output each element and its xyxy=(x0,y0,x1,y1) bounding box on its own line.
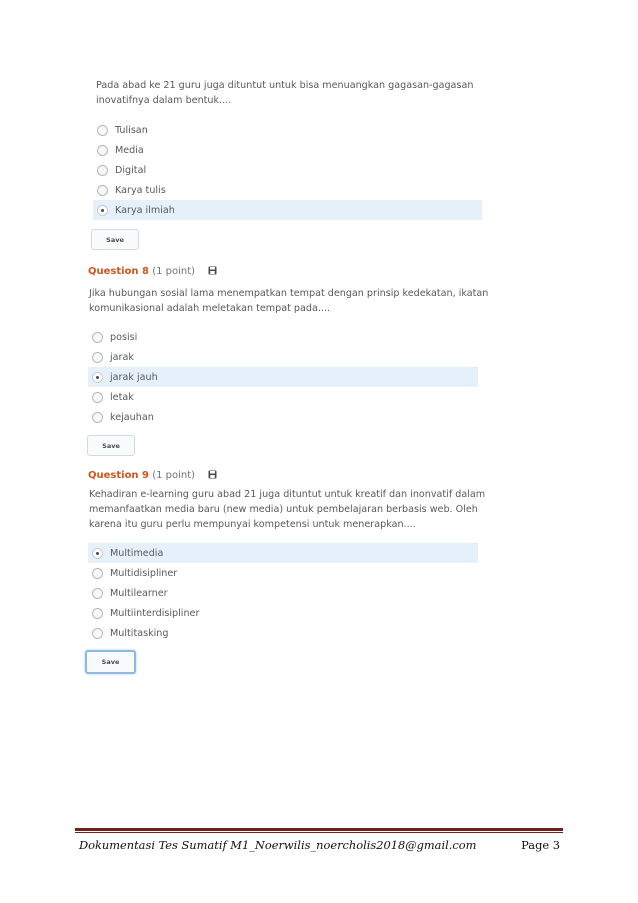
option-multimedia[interactable] xyxy=(88,543,478,563)
radio-button-icon[interactable] xyxy=(97,165,108,176)
option-multilearner[interactable] xyxy=(88,583,478,603)
radio-button-icon[interactable] xyxy=(97,125,108,136)
radio-button-icon[interactable] xyxy=(97,205,108,216)
radio-button-icon[interactable] xyxy=(97,145,108,156)
option-posisi[interactable] xyxy=(88,327,478,347)
option-jarak-jauh[interactable] xyxy=(88,367,478,387)
option-label: jarak jauh xyxy=(110,371,158,383)
question-text-line: karena itu guru perlu mempunyai kompetensi untuk menerapkan.... xyxy=(89,518,416,530)
question-text-line: memanfaatkan media baru (new media) untuk pembelajaran berbasis web. Oleh xyxy=(89,503,478,515)
option-label: Media xyxy=(115,144,144,156)
option-label: Karya tulis xyxy=(115,184,166,196)
question-number: Question 8 xyxy=(88,266,149,277)
footer-rule-thin xyxy=(75,832,563,833)
radio-button-icon[interactable] xyxy=(92,352,103,363)
radio-button-icon[interactable] xyxy=(92,608,103,619)
question-points: (1 point) xyxy=(152,266,196,277)
option-label: Digital xyxy=(115,164,147,176)
option-label: letak xyxy=(110,391,134,403)
question-text-line: Jika hubungan sosial lama menempatkan tempat dengan prinsip kedekatan, ikatan xyxy=(89,288,489,299)
option-karya-ilmiah[interactable] xyxy=(93,200,482,220)
option-media[interactable] xyxy=(93,140,482,160)
option-multiinterdisipliner[interactable] xyxy=(88,603,478,623)
footer-document-title: Dokumentasi Tes Sumatif M1_Noerwilis_noercholis2018@gmail.com xyxy=(79,838,477,852)
floppy-disk-icon xyxy=(208,470,217,482)
question-9-header xyxy=(88,470,217,482)
question-number: Question 9 xyxy=(88,470,149,481)
option-label: Multitasking xyxy=(110,627,169,639)
radio-button-icon[interactable] xyxy=(92,392,103,403)
option-multidisipliner[interactable] xyxy=(88,563,478,583)
option-label: Karya ilmiah xyxy=(115,204,175,216)
radio-button-icon[interactable] xyxy=(92,372,103,383)
radio-button-icon[interactable] xyxy=(92,588,103,599)
option-label: Multilearner xyxy=(110,587,168,599)
radio-button-icon[interactable] xyxy=(92,332,103,343)
save-button-question-9[interactable]: Save xyxy=(85,650,136,674)
option-jarak[interactable] xyxy=(88,347,478,367)
option-label: Multimedia xyxy=(110,547,164,559)
option-label: Multiinterdisipliner xyxy=(110,607,200,619)
question-8-header xyxy=(88,266,217,278)
radio-button-icon[interactable] xyxy=(92,412,103,423)
option-letak[interactable] xyxy=(88,387,478,407)
option-label: Multidisipliner xyxy=(110,567,178,579)
question-points: (1 point) xyxy=(152,470,196,481)
question-text-line: inovatifnya dalam bentuk.... xyxy=(96,94,232,106)
option-multitasking[interactable] xyxy=(88,623,478,643)
radio-button-icon[interactable] xyxy=(97,185,108,196)
footer-rule xyxy=(75,828,563,831)
option-digital[interactable] xyxy=(93,160,482,180)
option-label: kejauhan xyxy=(110,411,154,423)
question-7-text xyxy=(96,79,473,109)
option-label: posisi xyxy=(110,331,138,343)
question-text-line: Kehadiran e-learning guru abad 21 juga dituntut untuk kreatif dan inonvatif dalam xyxy=(89,489,486,500)
save-button-question-7[interactable]: Save xyxy=(91,229,139,250)
floppy-disk-icon xyxy=(208,266,217,278)
radio-button-icon[interactable] xyxy=(92,628,103,639)
question-9-text xyxy=(89,488,485,532)
option-tulisan[interactable] xyxy=(93,120,482,140)
option-karya-tulis[interactable] xyxy=(93,180,482,200)
option-label: Tulisan xyxy=(115,124,148,136)
radio-button-icon[interactable] xyxy=(92,548,103,559)
footer-page-number: Page 3 xyxy=(521,838,560,852)
save-button-question-8[interactable]: Save xyxy=(87,435,135,456)
radio-button-icon[interactable] xyxy=(92,568,103,579)
option-kejauhan[interactable] xyxy=(88,407,478,427)
option-label: jarak xyxy=(110,351,134,363)
question-8-text xyxy=(89,287,488,317)
question-text-line: komunikasional adalah meletakan tempat pada.... xyxy=(89,302,331,314)
question-text-line: Pada abad ke 21 guru juga dituntut untuk bisa menuangkan gagasan-gagasan xyxy=(96,80,474,91)
